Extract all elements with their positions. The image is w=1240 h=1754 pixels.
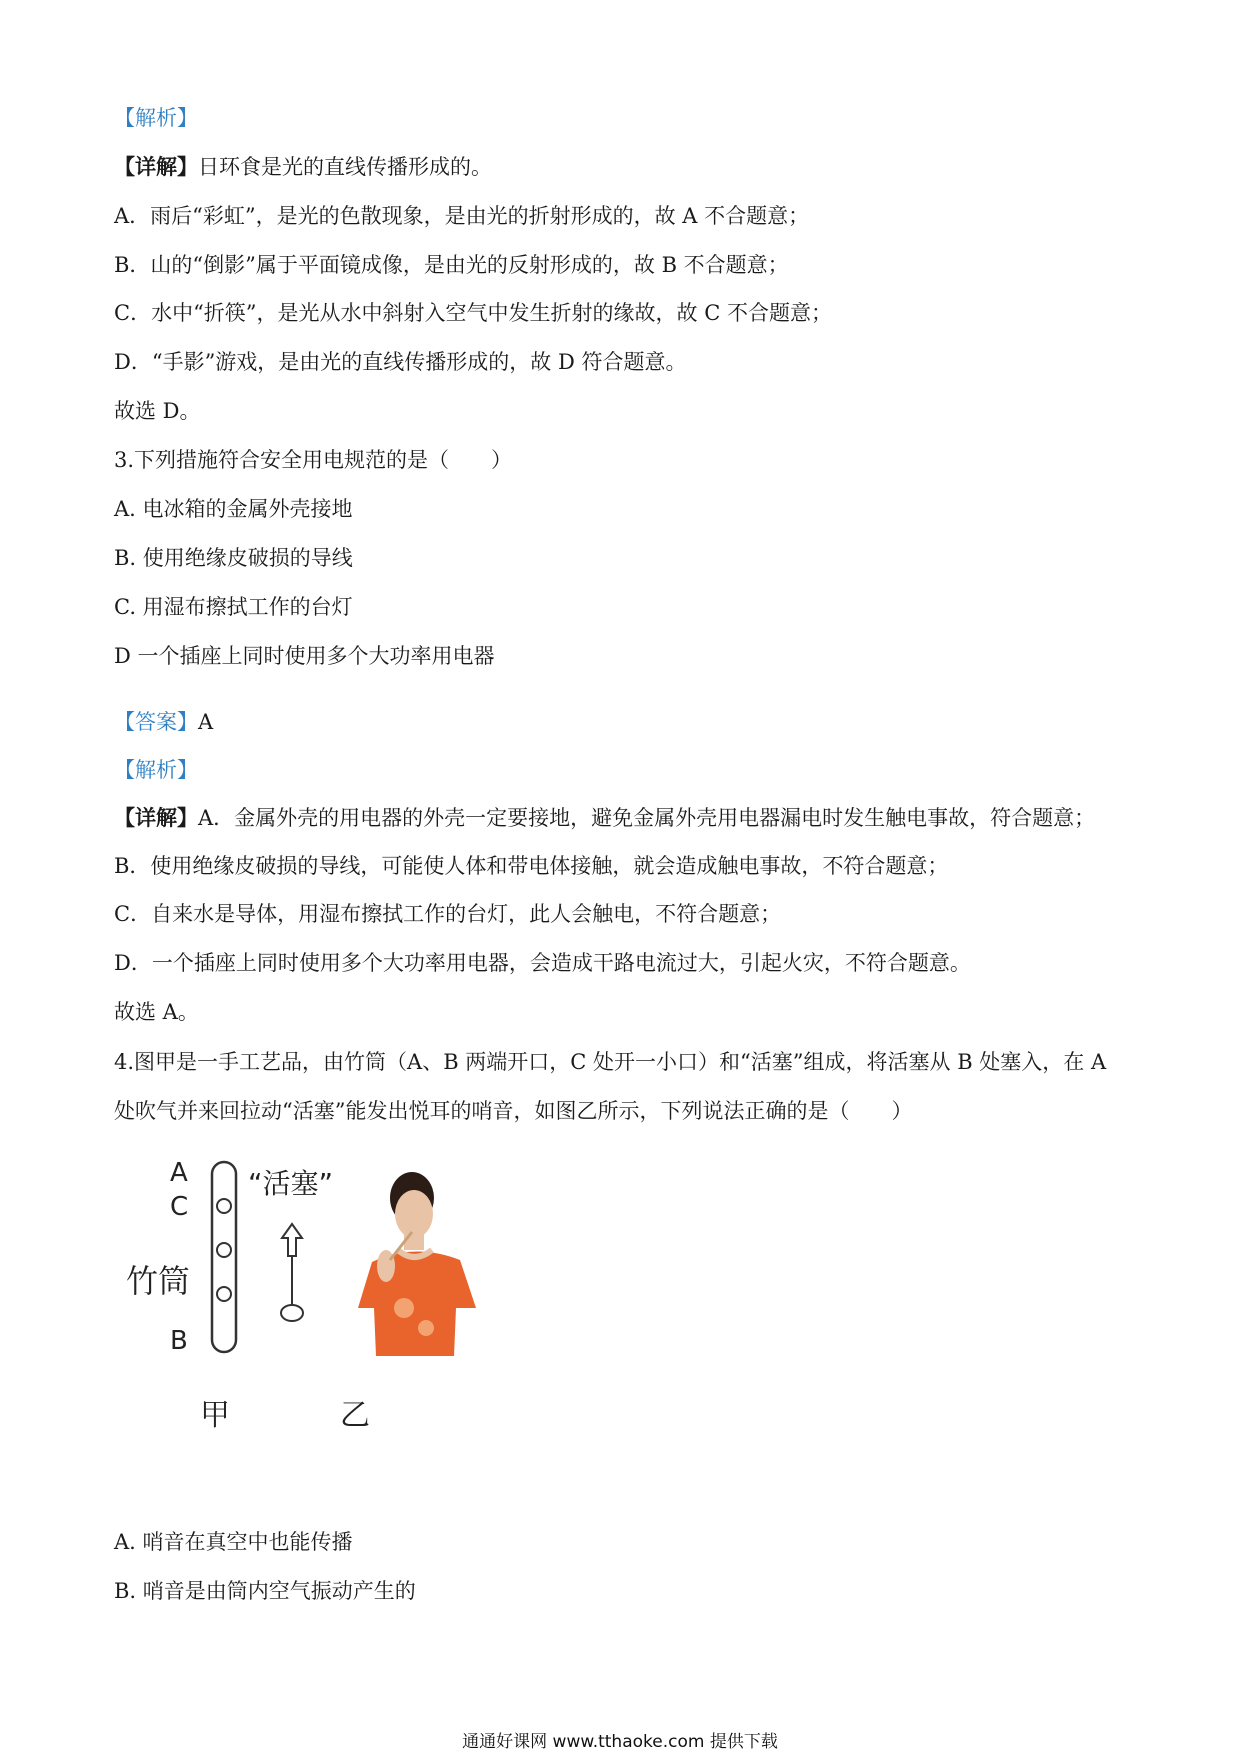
label-piston: “活塞” bbox=[248, 1167, 334, 1200]
detail-line-2 bbox=[114, 803, 1095, 833]
label-b: B bbox=[170, 1326, 188, 1356]
page-footer: 通通好课网 www.tthaoke.com 提供下载 bbox=[462, 1732, 778, 1752]
question-3-option-b: B. 使用绝缘皮破损的导线 bbox=[114, 546, 353, 570]
question-4-line-2: 处吹气并来回拉动“活塞”能发出悦耳的哨音，如图乙所示，下列说法正确的是（ ） bbox=[114, 1099, 913, 1123]
answer-tag: 【答案】 bbox=[114, 710, 198, 734]
question-4-option-b: B. 哨音是由筒内空气振动产生的 bbox=[114, 1579, 416, 1603]
tube-hole-3 bbox=[217, 1287, 231, 1301]
piston-arrow-head bbox=[282, 1224, 302, 1256]
label-c: C bbox=[170, 1192, 189, 1222]
question-3: 3.下列措施符合安全用电规范的是（ ） bbox=[114, 448, 513, 472]
detail-body: A．金属外壳的用电器的外壳一定要接地，避免金属外壳用电器漏电时发生触电事故，符合题意； bbox=[198, 806, 1096, 830]
detail-tag: 【详解】 bbox=[114, 805, 198, 830]
answer-line bbox=[114, 707, 213, 737]
explanation-option-d: D．“手影”游戏，是由光的直线传播形成的，故 D 符合题意。 bbox=[114, 350, 687, 374]
explanation-2-option-d: D．一个插座上同时使用多个大功率用电器，会造成干路电流过大，引起火灾，不符合题意。 bbox=[114, 951, 971, 975]
detail-tag: 【详解】 bbox=[114, 154, 198, 179]
question-4-option-a: A. 哨音在真空中也能传播 bbox=[114, 1530, 353, 1554]
explanation-option-c: C．水中“折筷”，是光从水中斜射入空气中发生折射的缘故，故 C 不合题意； bbox=[114, 301, 832, 325]
analysis-heading-1: 【解析】 bbox=[114, 106, 198, 130]
answer-value: A bbox=[198, 710, 214, 734]
label-bamboo-tube: 竹筒 bbox=[126, 1262, 191, 1300]
detail-body: 日环食是光的直线传播形成的。 bbox=[198, 155, 492, 179]
caption-jia: 甲 bbox=[200, 1398, 230, 1433]
explanation-option-a: A．雨后“彩虹”，是光的色散现象，是由光的折射形成的，故 A 不合题意； bbox=[114, 204, 810, 228]
analysis-heading-2: 【解析】 bbox=[114, 758, 198, 782]
label-a: A bbox=[170, 1158, 188, 1188]
explanation-2-option-b: B．使用绝缘皮破损的导线，可能使人体和带电体接触，就会造成触电事故，不符合题意； bbox=[114, 854, 949, 878]
question-3-option-c: C. 用湿布擦拭工作的台灯 bbox=[114, 595, 353, 619]
tube-hole-1 bbox=[217, 1199, 231, 1213]
explanation-2-option-c: C．自来水是导体，用湿布擦拭工作的台灯，此人会触电，不符合题意； bbox=[114, 902, 782, 926]
caption-yi: 乙 bbox=[340, 1398, 370, 1433]
tube-hole-2 bbox=[217, 1243, 231, 1257]
question-4-figure bbox=[114, 1158, 534, 1448]
question-3-option-d: D 一个插座上同时使用多个大功率用电器 bbox=[114, 644, 495, 668]
explanation-option-b: B．山的“倒影”属于平面镜成像，是由光的反射形成的，故 B 不合题意； bbox=[114, 253, 789, 277]
piston-handle bbox=[281, 1305, 303, 1321]
question-3-option-a: A. 电冰箱的金属外壳接地 bbox=[114, 497, 353, 521]
detail-line-1 bbox=[114, 152, 492, 182]
selection-line-1: 故选 D。 bbox=[114, 399, 201, 423]
selection-line-2: 故选 A。 bbox=[114, 1000, 199, 1024]
question-4-line-1: 4.图甲是一手工艺品，由竹筒（A、B 两端开口，C 处开一小口）和“活塞”组成，将活塞从 B 处塞入，在 A bbox=[114, 1050, 1107, 1074]
person-photo bbox=[357, 1172, 487, 1363]
